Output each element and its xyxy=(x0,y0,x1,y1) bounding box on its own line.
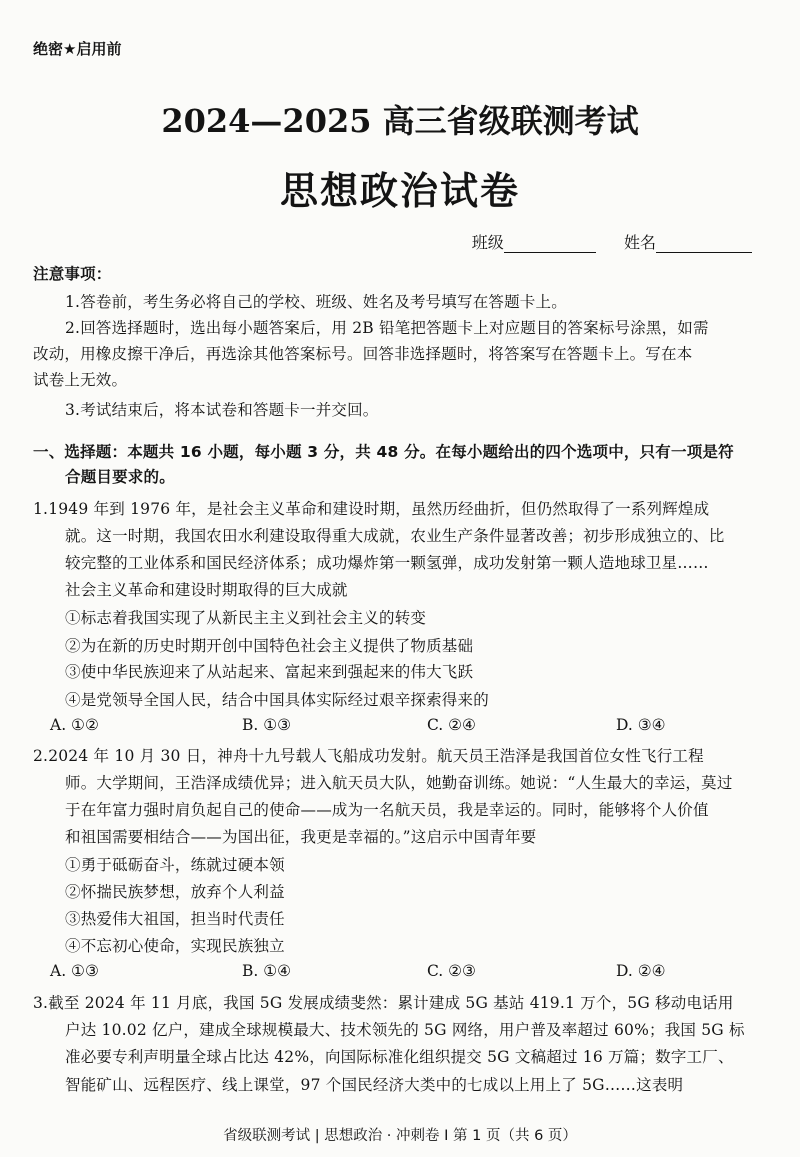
q1-option-d: D. ③④ xyxy=(616,716,666,734)
q2-option-d: D. ②④ xyxy=(616,962,666,980)
exam-title: 2024—2025 高三省级联测考试 xyxy=(161,102,639,140)
confidential-label: 绝密★启用前 xyxy=(33,40,122,58)
page-footer: 省级联测考试 | 思想政治 · 冲刺卷 Ⅰ 第 1 页（共 6 页） xyxy=(223,1128,577,1144)
notice-line: 试卷上无效。 xyxy=(33,371,128,389)
q3-stem-line: 智能矿山、远程医疗、线上课堂，97 个国民经济大类中的七成以上用上了 5G……这表明 xyxy=(65,1076,684,1094)
q1-item: ②为在新的历史时期开创中国特色社会主义提供了物质基础 xyxy=(65,637,474,655)
notice-line: 1.答卷前，考生务必将自己的学校、班级、姓名及考号填写在答题卡上。 xyxy=(65,293,567,311)
q1-option-a: A. ①② xyxy=(50,716,99,734)
notice-line: 2.回答选择题时，选出每小题答案后，用 2B 铅笔把答题卡上对应题目的答案标号涂黑，如需 xyxy=(65,319,709,337)
name-label: 姓名 xyxy=(623,233,656,252)
q1-stem-line: 社会主义革命和建设时期取得的巨大成就 xyxy=(65,581,348,599)
q2-item: ①勇于砥砺奋斗，练就过硬本领 xyxy=(65,856,285,874)
q2-stem-line: 2.2024 年 10 月 30 日，神舟十九号载人飞船成功发射。航天员王浩泽是我国首位女性飞行工程 xyxy=(33,747,704,765)
q1-stem-line: 1.1949 年到 1976 年，是社会主义革命和建设时期，虽然历经曲折，但仍然取得了一系列辉煌成 xyxy=(33,500,710,518)
q1-stem-line: 较完整的工业体系和国民经济体系；成功爆炸第一颗氢弹，成功发射第一颗人造地球卫星…… xyxy=(65,554,709,572)
class-label: 班级 xyxy=(471,233,504,252)
q1-stem-line: 就。这一时期，我国农田水利建设取得重大成就，农业生产条件显著改善；初步形成独立的、比 xyxy=(65,527,725,545)
q1-item: ①标志着我国实现了从新民主主义到社会主义的转变 xyxy=(65,609,427,627)
name-blank xyxy=(656,236,752,253)
q2-option-b: B. ①④ xyxy=(242,962,292,980)
section-heading-cont: 合题目要求的。 xyxy=(65,468,175,486)
q2-item: ②怀揣民族梦想，放弃个人利益 xyxy=(65,883,285,901)
exam-subject-title: 思想政治试卷 xyxy=(279,168,520,213)
class-blank xyxy=(504,236,596,253)
q2-stem-line: 师。大学期间，王浩泽成绩优异；进入航天员大队，她勤奋训练。她说：“人生最大的幸运，莫过 xyxy=(65,774,733,792)
notice-heading: 注意事项： xyxy=(33,265,112,283)
q1-item: ③使中华民族迎来了从站起来、富起来到强起来的伟大飞跃 xyxy=(65,663,474,681)
q2-option-c: C. ②③ xyxy=(427,962,476,980)
notice-line: 3.考试结束后，将本试卷和答题卡一并交回。 xyxy=(65,401,379,419)
q2-stem-line: 和祖国需要相结合——为国出征，我更是幸福的。”这启示中国青年要 xyxy=(65,828,537,846)
q2-option-a: A. ①③ xyxy=(50,962,99,980)
q2-item: ③热爱伟大祖国，担当时代责任 xyxy=(65,910,285,928)
q2-item: ④不忘初心使命，实现民族独立 xyxy=(65,937,285,955)
q3-stem-line: 户达 10.02 亿户，建成全球规模最大、技术领先的 5G 网络，用户普及率超过 60%；我国 5G 标 xyxy=(65,1021,745,1039)
q1-option-b: B. ①③ xyxy=(242,716,292,734)
student-info-fields xyxy=(472,230,752,253)
q1-item: ④是党领导全国人民，结合中国具体实际经过艰辛探索得来的 xyxy=(65,691,489,709)
q3-stem-line: 准必要专利声明量全球占比达 42%，向国际标准化组织提交 5G 文稿超过 16 万篇；数字工厂、 xyxy=(65,1048,734,1066)
q3-stem-line: 3.截至 2024 年 11 月底，我国 5G 发展成绩斐然：累计建成 5G 基站 419.1 万个，5G 移动电话用 xyxy=(33,994,734,1012)
q2-stem-line: 于在年富力强时肩负起自己的使命——成为一名航天员，我是幸运的。同时，能够将个人价值 xyxy=(65,801,709,819)
q1-option-c: C. ②④ xyxy=(427,716,476,734)
notice-line: 改动，用橡皮擦干净后，再选涂其他答案标号。回答非选择题时，将答案写在答题卡上。写在本 xyxy=(33,345,693,363)
section-heading: 一、选择题：本题共 16 小题，每小题 3 分，共 48 分。在每小题给出的四个选项中，只有一项是符 xyxy=(33,443,734,461)
